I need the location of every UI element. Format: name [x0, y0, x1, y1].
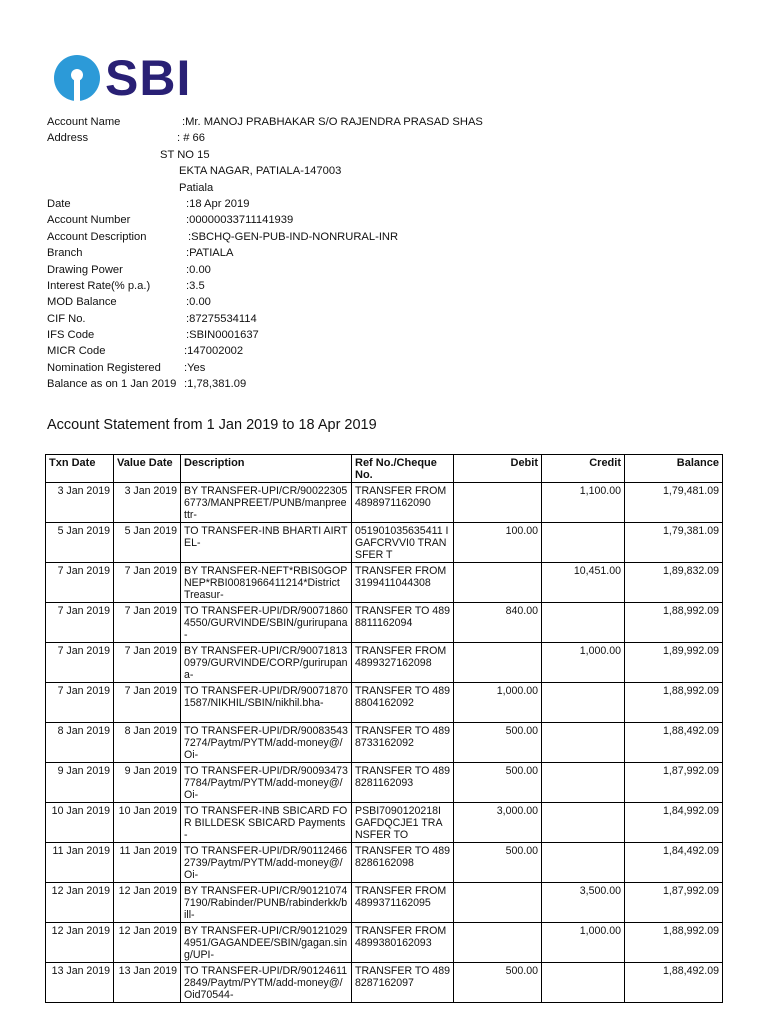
cell-debit-text: [457, 485, 538, 521]
cell-ref-text: PSBI7090120218I GAFDQCJE1 TRANSFER TO: [355, 805, 443, 841]
cell-value-date-text: 12 Jan 2019: [118, 925, 177, 937]
cell-description-text: TO TRANSFER-UPI/DR/900718604550/GURVINDE/SBIN/gurirupana-: [184, 605, 348, 641]
field-value: :0.00: [186, 296, 211, 309]
cell-debit: [454, 883, 542, 923]
cell-value-date-text: 7 Jan 2019: [124, 685, 177, 697]
header-balance: Balance: [625, 455, 723, 483]
cell-balance-text: 1,87,992.09: [663, 885, 719, 897]
cell-description-text: TO TRANSFER-UPI/DR/900934737784/Paytm/PYTM/add-money@/Oi-: [184, 765, 348, 801]
account-name-label: Account Name: [47, 116, 121, 128]
cell-balance: [625, 643, 723, 683]
cell-txn-date: [46, 683, 114, 723]
cell-txn-date-text: 9 Jan 2019: [57, 765, 110, 777]
cell-ref: [352, 603, 454, 643]
cell-debit-text: 500.00: [505, 765, 538, 777]
cell-debit: [454, 643, 542, 683]
cell-ref: [352, 483, 454, 523]
cell-value-date: [114, 803, 181, 843]
cell-balance: [625, 923, 723, 963]
cell-ref: [352, 723, 454, 763]
cell-credit: [542, 603, 625, 643]
cell-txn-date-text: 12 Jan 2019: [51, 925, 110, 937]
cell-balance: [625, 843, 723, 883]
cell-description-text: BY TRANSFER-UPI/CR/901210294951/GAGANDEE/SBIN/gagan.sing/UPI-: [184, 925, 348, 961]
cell-ref-text: TRANSFER TO 4898281162093: [355, 765, 450, 789]
cell-balance-text: 1,88,992.09: [663, 605, 719, 617]
header-description: Description: [181, 455, 352, 483]
field-label: Account Number: [47, 214, 131, 227]
cell-txn-date-text: 3 Jan 2019: [57, 485, 110, 497]
cell-debit: [454, 563, 542, 603]
table-row: [46, 883, 723, 923]
cell-debit: [454, 723, 542, 763]
field-value: :0.00: [186, 263, 211, 276]
cell-debit-text: [457, 885, 538, 921]
address-line3: EKTA NAGAR, PATIALA-147003: [179, 165, 342, 178]
field-label: Branch: [47, 247, 83, 260]
cell-debit: [454, 523, 542, 563]
cell-value-date: [114, 563, 181, 603]
header-value-date: Value Date: [114, 455, 181, 483]
cell-credit: [542, 723, 625, 763]
address-line1: : # 66: [177, 132, 205, 145]
cell-balance: [625, 683, 723, 723]
cell-txn-date-text: 10 Jan 2019: [51, 805, 110, 817]
cell-value-date-text: 13 Jan 2019: [118, 965, 177, 977]
field-value: :00000033711141939: [186, 214, 294, 227]
cell-credit: [542, 803, 625, 843]
cell-value-date: [114, 523, 181, 563]
cell-value-date: [114, 683, 181, 723]
cell-debit: [454, 803, 542, 843]
cell-ref-text: TRANSFER TO 4898733162092: [355, 725, 450, 749]
cell-debit: [454, 603, 542, 643]
cell-ref-text: TRANSFER FROM 4899371162095: [355, 885, 447, 909]
cell-debit-text: [457, 645, 538, 681]
field-label: Balance as on 1 Jan 2019: [47, 378, 177, 391]
field-value: :18 Apr 2019: [186, 197, 250, 210]
field-value: :SBIN0001637: [186, 329, 259, 342]
cell-credit: [542, 643, 625, 683]
cell-description-text: BY TRANSFER-NEFT*RBIS0GOPNEP*RBI0081966411214*District Treasur-: [184, 565, 348, 601]
cell-balance-text: 1,84,492.09: [663, 845, 719, 857]
cell-ref: [352, 883, 454, 923]
cell-value-date-text: 7 Jan 2019: [124, 645, 177, 657]
field-label: IFS Code: [47, 329, 95, 342]
cell-ref-text: TRANSFER TO 4898804162092: [355, 685, 450, 709]
cell-credit-text: 1,000.00: [579, 645, 621, 657]
cell-txn-date: [46, 483, 114, 523]
cell-value-date: [114, 763, 181, 803]
table-body: [46, 483, 723, 1003]
cell-description: [181, 563, 352, 603]
cell-txn-date: [46, 563, 114, 603]
cell-debit: [454, 843, 542, 883]
header-txn-date: Txn Date: [46, 455, 114, 483]
cell-ref: [352, 963, 454, 1003]
cell-debit-text: 840.00: [505, 605, 538, 617]
cell-credit-text: 1,000.00: [579, 925, 621, 937]
table-row: [46, 643, 723, 683]
cell-credit-text: [545, 605, 621, 641]
field-label: Drawing Power: [47, 263, 123, 276]
cell-ref: [352, 643, 454, 683]
cell-debit: [454, 683, 542, 723]
field-value: :Yes: [184, 361, 206, 374]
sbi-logo-icon: [53, 54, 101, 102]
cell-description: [181, 963, 352, 1003]
cell-ref-text: TRANSFER FROM 4899380162093: [355, 925, 447, 949]
cell-value-date: [114, 883, 181, 923]
cell-ref-text: TRANSFER TO 4898287162097: [355, 965, 450, 989]
cell-debit-text: 1,000.00: [496, 685, 538, 697]
cell-value-date-text: 7 Jan 2019: [124, 565, 177, 577]
field-label: Interest Rate(% p.a.): [47, 279, 151, 292]
cell-credit: [542, 923, 625, 963]
cell-debit-text: 500.00: [505, 965, 538, 977]
cell-balance: [625, 563, 723, 603]
cell-debit-text: 3,000.00: [496, 805, 538, 817]
cell-txn-date-text: 7 Jan 2019: [57, 645, 110, 657]
cell-description-text: TO TRANSFER-UPI/DR/901246112849/Paytm/PYTM/add-money@/Oid70544-: [184, 965, 348, 1001]
cell-txn-date: [46, 763, 114, 803]
cell-debit-text: 100.00: [505, 525, 538, 537]
cell-balance-text: 1,88,992.09: [663, 685, 719, 697]
cell-ref-text: TRANSFER TO 4898811162094: [355, 605, 450, 629]
field-label: CIF No.: [47, 312, 86, 325]
cell-txn-date-text: 12 Jan 2019: [51, 885, 110, 897]
cell-debit: [454, 963, 542, 1003]
statement-title: Account Statement from 1 Jan 2019 to 18 Apr 2019: [47, 417, 377, 433]
cell-credit-text: [545, 765, 621, 801]
cell-credit-text: [545, 685, 621, 721]
cell-ref-text: TRANSFER TO 4898286162098: [355, 845, 450, 869]
cell-description-text: TO TRANSFER-INB BHARTI AIRTEL-: [184, 525, 348, 549]
cell-description: [181, 723, 352, 763]
cell-credit: [542, 483, 625, 523]
cell-description-text: TO TRANSFER-UPI/DR/901124662739/Paytm/PYTM/add-money@/Oi-: [184, 845, 348, 881]
cell-txn-date: [46, 803, 114, 843]
cell-debit: [454, 483, 542, 523]
cell-description: [181, 883, 352, 923]
address-line2: ST NO 15: [160, 148, 210, 161]
field-label: Account Description: [47, 230, 147, 243]
cell-value-date-text: 12 Jan 2019: [118, 885, 177, 897]
cell-txn-date: [46, 523, 114, 563]
cell-balance-text: 1,88,492.09: [663, 725, 719, 737]
cell-ref-text: TRANSFER FROM 4898971162090: [355, 485, 447, 509]
cell-value-date: [114, 603, 181, 643]
cell-balance-text: 1,88,492.09: [663, 965, 719, 977]
cell-description-text: BY TRANSFER-UPI/CR/900718130979/GURVINDE/CORP/gurirupana-: [184, 645, 348, 681]
cell-description-text: BY TRANSFER-UPI/CR/901210747190/Rabinder/PUNB/rabinderkk/bill-: [184, 885, 348, 921]
cell-description: [181, 763, 352, 803]
cell-credit-text: [545, 725, 621, 761]
cell-txn-date-text: 7 Jan 2019: [57, 685, 110, 697]
cell-description: [181, 803, 352, 843]
cell-value-date-text: 3 Jan 2019: [124, 485, 177, 497]
table-row: [46, 843, 723, 883]
cell-ref: [352, 763, 454, 803]
table-row: [46, 683, 723, 723]
field-value: :SBCHQ-GEN-PUB-IND-NONRURAL-INR: [188, 230, 399, 243]
header-ref: Ref No./Cheque No.: [352, 455, 454, 483]
table-row: [46, 923, 723, 963]
cell-balance-text: 1,84,992.09: [663, 805, 719, 817]
cell-balance: [625, 803, 723, 843]
cell-balance-text: 1,79,381.09: [663, 525, 719, 537]
field-label: Date: [47, 197, 71, 210]
cell-ref: [352, 523, 454, 563]
cell-txn-date-text: 5 Jan 2019: [57, 525, 110, 537]
cell-txn-date: [46, 963, 114, 1003]
cell-value-date: [114, 483, 181, 523]
cell-description: [181, 923, 352, 963]
cell-value-date: [114, 963, 181, 1003]
cell-credit-text: 1,100.00: [579, 485, 621, 497]
cell-value-date: [114, 843, 181, 883]
cell-ref: [352, 843, 454, 883]
cell-value-date-text: 11 Jan 2019: [119, 845, 177, 857]
cell-ref: [352, 803, 454, 843]
field-value: :147002002: [184, 345, 244, 358]
header-credit: Credit: [542, 455, 625, 483]
cell-description-text: TO TRANSFER-UPI/DR/900835437274/Paytm/PYTM/add-money@/Oi-: [184, 725, 348, 761]
cell-credit-text: [545, 525, 621, 561]
cell-balance: [625, 763, 723, 803]
cell-txn-date-text: 7 Jan 2019: [57, 605, 110, 617]
cell-txn-date: [46, 923, 114, 963]
table-row: [46, 603, 723, 643]
cell-value-date: [114, 923, 181, 963]
field-label: MOD Balance: [47, 296, 117, 309]
cell-value-date-text: 5 Jan 2019: [124, 525, 177, 537]
cell-credit: [542, 523, 625, 563]
cell-ref: [352, 683, 454, 723]
cell-description: [181, 523, 352, 563]
field-value: :87275534114: [186, 312, 257, 325]
table-row: [46, 963, 723, 1003]
field-label: MICR Code: [47, 345, 106, 358]
sbi-logo: [53, 50, 192, 106]
cell-value-date: [114, 643, 181, 683]
cell-txn-date-text: 13 Jan 2019: [51, 965, 110, 977]
field-label: Nomination Registered: [47, 361, 161, 374]
cell-debit: [454, 923, 542, 963]
field-value: :1,78,381.09: [184, 378, 247, 391]
cell-description-text: TO TRANSFER-INB SBICARD FOR BILLDESK SBICARD Payments-: [184, 805, 348, 841]
cell-balance: [625, 723, 723, 763]
table-row: [46, 523, 723, 563]
cell-value-date-text: 10 Jan 2019: [118, 805, 177, 817]
table-row: [46, 563, 723, 603]
cell-description: [181, 483, 352, 523]
cell-description: [181, 603, 352, 643]
cell-credit-text: 10,451.00: [573, 565, 621, 577]
cell-balance-text: 1,79,481.09: [663, 485, 719, 497]
cell-balance-text: 1,89,832.09: [663, 565, 719, 577]
cell-description-text: BY TRANSFER-UPI/CR/900223056773/MANPREET/PUNB/manpreettr-: [184, 485, 348, 521]
cell-credit: [542, 963, 625, 1003]
cell-description: [181, 643, 352, 683]
cell-balance: [625, 883, 723, 923]
cell-balance-text: 1,89,992.09: [663, 645, 719, 657]
cell-balance-text: 1,87,992.09: [663, 765, 719, 777]
table-header-row: [46, 455, 723, 483]
cell-value-date-text: 9 Jan 2019: [124, 765, 177, 777]
cell-credit: [542, 843, 625, 883]
cell-credit-text: 3,500.00: [579, 885, 621, 897]
address-label: Address: [47, 132, 89, 145]
field-value: :PATIALA: [186, 247, 234, 260]
cell-ref-text: 051901035635411 IGAFCRVVI0 TRANSFER T: [355, 525, 449, 561]
cell-txn-date: [46, 843, 114, 883]
field-value: :3.5: [186, 279, 205, 292]
transactions-table: [45, 454, 723, 1003]
cell-ref-text: TRANSFER FROM 4899327162098: [355, 645, 447, 669]
table-row: [46, 803, 723, 843]
header-debit: Debit: [454, 455, 542, 483]
cell-value-date-text: 7 Jan 2019: [124, 605, 177, 617]
cell-txn-date-text: 11 Jan 2019: [52, 845, 110, 857]
cell-debit-text: 500.00: [505, 725, 538, 737]
cell-credit: [542, 683, 625, 723]
cell-credit: [542, 883, 625, 923]
cell-value-date: [114, 723, 181, 763]
account-name-value: :Mr. MANOJ PRABHAKAR S/O RAJENDRA PRASAD SHAS: [182, 116, 483, 128]
cell-credit-text: [545, 845, 621, 881]
cell-credit: [542, 563, 625, 603]
table-row: [46, 483, 723, 523]
cell-ref: [352, 923, 454, 963]
cell-ref: [352, 563, 454, 603]
cell-txn-date: [46, 643, 114, 683]
cell-debit-text: 500.00: [505, 845, 538, 857]
cell-balance: [625, 523, 723, 563]
cell-credit: [542, 763, 625, 803]
cell-debit-text: [457, 925, 538, 961]
cell-debit: [454, 763, 542, 803]
cell-balance: [625, 603, 723, 643]
address-line4: Patiala: [179, 181, 214, 194]
cell-ref-text: TRANSFER FROM 3199411044308: [355, 565, 447, 589]
cell-debit-text: [457, 565, 538, 601]
cell-balance: [625, 963, 723, 1003]
cell-description-text: TO TRANSFER-UPI/DR/900718701587/NIKHIL/SBIN/nikhil.bha-: [184, 685, 348, 709]
cell-txn-date: [46, 603, 114, 643]
cell-balance-text: 1,88,992.09: [663, 925, 719, 937]
table-row: [46, 723, 723, 763]
table-row: [46, 763, 723, 803]
cell-txn-date-text: 8 Jan 2019: [57, 725, 110, 737]
cell-credit-text: [545, 805, 621, 841]
cell-balance: [625, 483, 723, 523]
cell-txn-date: [46, 723, 114, 763]
cell-credit-text: [545, 965, 621, 1001]
cell-value-date-text: 8 Jan 2019: [124, 725, 177, 737]
cell-description: [181, 843, 352, 883]
cell-txn-date-text: 7 Jan 2019: [57, 565, 110, 577]
cell-description: [181, 683, 352, 723]
logo-text: SBI: [105, 50, 192, 106]
cell-txn-date: [46, 883, 114, 923]
